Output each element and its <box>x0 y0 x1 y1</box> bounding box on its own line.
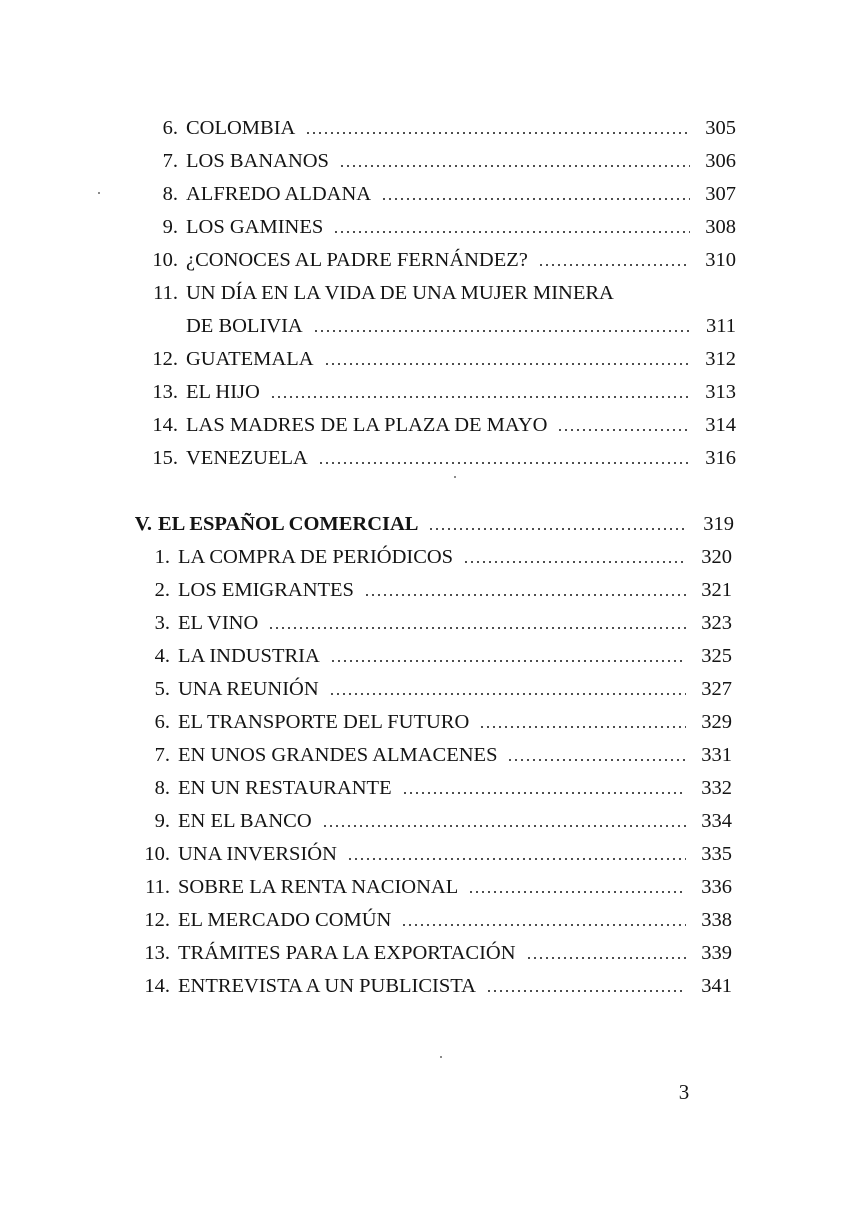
entry-title: EL HIJO <box>186 381 260 403</box>
toc-entry-mujer-minera-continued <box>140 310 736 338</box>
entry-page: 306 <box>705 150 736 172</box>
entry-number: 1. <box>154 546 170 568</box>
page-number: 3 <box>678 1080 690 1104</box>
dot-leader <box>347 858 686 860</box>
entry-number: 11. <box>145 876 170 898</box>
entry-title: LA INDUSTRIA <box>178 645 320 667</box>
entry-title: TRÁMITES PARA LA EXPORTACIÓN <box>178 942 516 964</box>
toc-entry-publicista <box>132 970 732 998</box>
dot-leader <box>339 165 690 167</box>
entry-title: EN EL BANCO <box>178 810 312 832</box>
toc-entry-los-gamines <box>140 211 736 239</box>
toc-entry-grandes-almacenes <box>132 739 732 767</box>
dot-leader <box>364 594 686 596</box>
toc-entry-el-vino <box>132 607 732 635</box>
entry-title: SOBRE LA RENTA NACIONAL <box>178 876 459 898</box>
dot-leader <box>313 330 690 332</box>
dot-leader <box>330 660 686 662</box>
entry-page: 314 <box>705 414 736 436</box>
entry-number: 6. <box>154 711 170 733</box>
toc-entry-inversion <box>132 838 732 866</box>
scan-speck <box>98 192 100 194</box>
entry-number: 5. <box>154 678 170 700</box>
entry-number: 15. <box>152 447 178 469</box>
toc-entry-compra-periodicos <box>132 541 732 569</box>
entry-page: 316 <box>705 447 736 469</box>
entry-title: GUATEMALA <box>186 348 314 370</box>
dot-leader <box>305 132 690 134</box>
entry-title: UN DÍA EN LA VIDA DE UNA MUJER MINERA <box>186 282 614 304</box>
entry-number: 12. <box>152 348 178 370</box>
entry-number: 11. <box>153 282 178 304</box>
toc-entry-mujer-minera <box>140 277 736 305</box>
entry-page: 307 <box>705 183 736 205</box>
toc-entry-colombia <box>140 112 736 140</box>
entry-title: EN UN RESTAURANTE <box>178 777 392 799</box>
entry-page: 320 <box>701 546 732 568</box>
entry-page: 336 <box>701 876 732 898</box>
dot-leader <box>486 990 686 992</box>
entry-title: ALFREDO ALDANA <box>186 183 372 205</box>
entry-page: 311 <box>706 315 736 337</box>
entry-page: 329 <box>701 711 732 733</box>
dot-leader <box>402 792 686 794</box>
dot-leader <box>381 198 690 200</box>
dot-leader <box>401 924 686 926</box>
entry-number: 8. <box>162 183 178 205</box>
dot-leader <box>428 528 688 530</box>
entry-page: 308 <box>705 216 736 238</box>
dot-leader <box>468 891 686 893</box>
entry-page: 335 <box>701 843 732 865</box>
entry-page: 331 <box>701 744 732 766</box>
dot-leader <box>329 693 686 695</box>
dot-leader <box>268 627 686 629</box>
entry-title: ENTREVISTA A UN PUBLICISTA <box>178 975 476 997</box>
entry-number: 10. <box>152 249 178 271</box>
entry-number: 2. <box>154 579 170 601</box>
entry-number: 13. <box>144 942 170 964</box>
entry-page: 313 <box>705 381 736 403</box>
entry-page: 341 <box>701 975 732 997</box>
dot-leader <box>324 363 690 365</box>
entry-title: UNA REUNIÓN <box>178 678 319 700</box>
entry-number: 3. <box>154 612 170 634</box>
toc-entry-guatemala <box>140 343 736 371</box>
dot-leader <box>479 726 686 728</box>
toc-entry-el-hijo <box>140 376 736 404</box>
scan-speck <box>440 1056 442 1058</box>
dot-leader <box>526 957 686 959</box>
dot-leader <box>318 462 690 464</box>
entry-number: 7. <box>162 150 178 172</box>
entry-title: UNA INVERSIÓN <box>178 843 337 865</box>
entry-number: 14. <box>152 414 178 436</box>
entry-number: 6. <box>162 117 178 139</box>
section-page: 319 <box>703 513 734 535</box>
section-title: EL ESPAÑOL COMERCIAL <box>158 513 419 535</box>
section-number: V. <box>134 513 152 535</box>
toc-entry-transporte-futuro <box>132 706 732 734</box>
toc-entry-los-bananos <box>140 145 736 173</box>
entry-page: 312 <box>705 348 736 370</box>
dot-leader <box>557 429 690 431</box>
toc-entry-renta-nacional <box>132 871 732 899</box>
entry-title: EL MERCADO COMÚN <box>178 909 392 931</box>
toc-entry-madres-plaza-mayo <box>140 409 736 437</box>
toc-entry-mercado-comun <box>132 904 732 932</box>
toc-entry-alfredo-aldana <box>140 178 736 206</box>
scan-speck <box>454 476 456 478</box>
entry-title: ¿CONOCES AL PADRE FERNÁNDEZ? <box>186 249 528 271</box>
entry-number: 10. <box>144 843 170 865</box>
dot-leader <box>322 825 686 827</box>
entry-page: 323 <box>701 612 732 634</box>
entry-title: EL VINO <box>178 612 259 634</box>
entry-page: 338 <box>701 909 732 931</box>
entry-title: COLOMBIA <box>186 117 296 139</box>
toc-entry-el-banco <box>132 805 732 833</box>
entry-title-continued: DE BOLIVIA <box>186 315 303 337</box>
dot-leader <box>270 396 690 398</box>
entry-page: 325 <box>701 645 732 667</box>
toc-entry-padre-fernandez <box>140 244 736 272</box>
entry-title: LAS MADRES DE LA PLAZA DE MAYO <box>186 414 548 436</box>
entry-page: 327 <box>701 678 732 700</box>
entry-page: 339 <box>701 942 732 964</box>
dot-leader <box>538 264 690 266</box>
entry-title: LOS EMIGRANTES <box>178 579 354 601</box>
toc-entry-emigrantes <box>132 574 732 602</box>
entry-number: 9. <box>162 216 178 238</box>
dot-leader <box>507 759 686 761</box>
entry-title: LOS BANANOS <box>186 150 329 172</box>
entry-page: 310 <box>705 249 736 271</box>
toc-entry-venezuela <box>140 442 736 470</box>
entry-page: 321 <box>701 579 732 601</box>
entry-title: LOS GAMINES <box>186 216 324 238</box>
entry-page: 332 <box>701 777 732 799</box>
entry-page: 305 <box>705 117 736 139</box>
entry-title: LA COMPRA DE PERIÓDICOS <box>178 546 454 568</box>
toc-entry-la-industria <box>132 640 732 668</box>
entry-title: EL TRANSPORTE DEL FUTURO <box>178 711 470 733</box>
dot-leader <box>333 231 690 233</box>
toc-entry-restaurante <box>132 772 732 800</box>
entry-number: 9. <box>154 810 170 832</box>
entry-number: 13. <box>152 381 178 403</box>
toc-entry-una-reunion <box>132 673 732 701</box>
toc-entry-tramites-exportacion <box>132 937 732 965</box>
entry-title: VENEZUELA <box>186 447 308 469</box>
entry-number: 14. <box>144 975 170 997</box>
entry-number: 4. <box>154 645 170 667</box>
entry-number: 7. <box>154 744 170 766</box>
entry-title: EN UNOS GRANDES ALMACENES <box>178 744 498 766</box>
entry-number: 8. <box>154 777 170 799</box>
entry-page: 334 <box>701 810 732 832</box>
entry-number: 12. <box>144 909 170 931</box>
toc-section-espanol-comercial <box>126 508 734 536</box>
dot-leader <box>463 561 686 563</box>
